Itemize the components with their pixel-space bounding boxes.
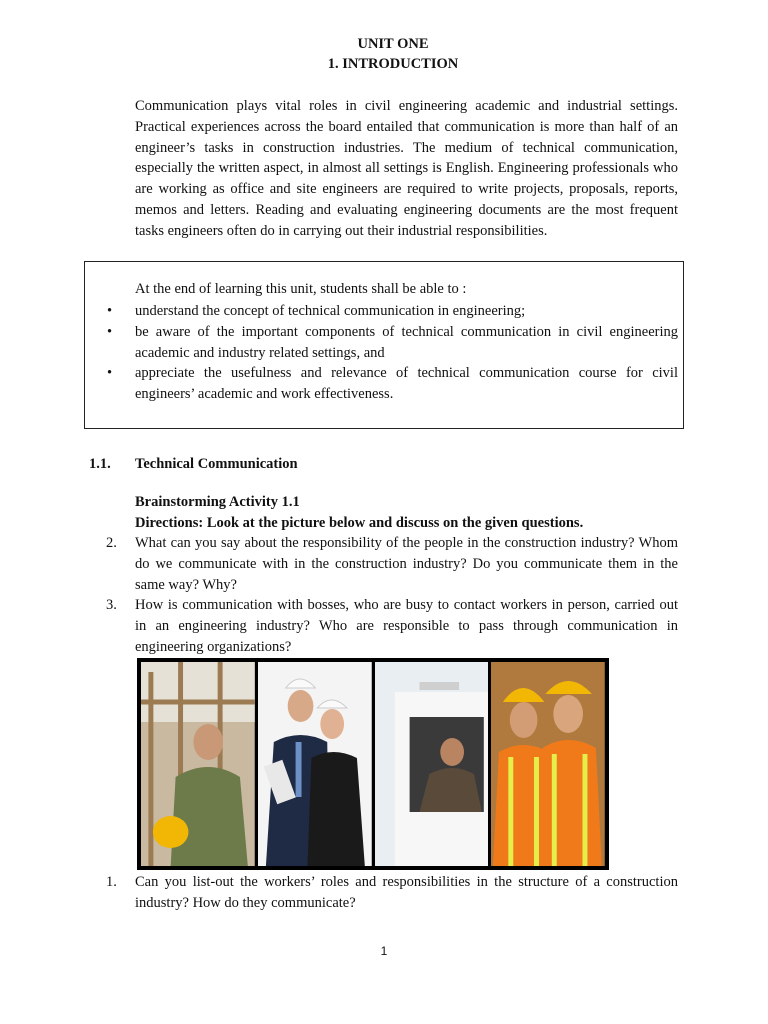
- question-item: 1. Can you list-out the workers’ roles and responsibilities in the structure of a construction industry? How do they communicate?: [106, 874, 678, 911]
- bullet-icon: •: [107, 365, 113, 382]
- page-number: 1: [380, 944, 388, 958]
- section-title: 1. INTRODUCTION: [327, 56, 459, 72]
- question-item: 3. How is communication with bosses, who are busy to contact workers in person, carried out in an engineering industry? Who are responsible to pass through communication in engineering organizations?: [106, 597, 678, 655]
- photo-panel-truck-driver: [375, 662, 489, 866]
- subsection-title: Technical Communication: [135, 456, 298, 472]
- intro-paragraph: Communication plays vital roles in civil engineering academic and industrial settings. Practical experiences across the board entailed that communication is more than half of an engineer’s tasks in construction industries. The medium of technical communication, especially the written aspect, in almost all settings is English. Engineering professionals who are working as office and site engineers are required to write projects, proposals, reports, memos and letters. Reading and evaluating engineering documents are the most frequent tasks engineers often do in carrying out their industrial responsibilities.: [135, 98, 678, 239]
- objectives-list: [107, 301, 678, 405]
- photo-panel-site-worker: [141, 662, 255, 866]
- bullet-icon: •: [107, 303, 113, 319]
- photo-panel-hard-hat-workers: [491, 662, 605, 866]
- objective-item: • understand the concept of technical communication in engineering;: [107, 301, 678, 322]
- activity-directions: Directions: Look at the picture below and discuss on the given questions.: [135, 515, 584, 531]
- bullet-icon: •: [107, 323, 113, 340]
- objectives-intro: At the end of learning this unit, students shall be able to :: [135, 281, 467, 297]
- questions-list: [106, 533, 678, 658]
- subsection-number: 1.1.: [89, 456, 111, 472]
- unit-title: UNIT ONE: [357, 36, 429, 52]
- questions-list-after-photo: [106, 872, 678, 914]
- objective-item: • be aware of the important components of technical communication in civil engineering academic and industry related settings, and: [107, 323, 678, 361]
- question-item: 2. What can you say about the responsibility of the people in the construction industry? Whom do we communicate with in the construction industry? Do you communicate them in the same way? Why?: [106, 535, 678, 593]
- construction-workers-photo: [137, 658, 609, 870]
- activity-title: Brainstorming Activity 1.1: [135, 494, 300, 510]
- objective-item: • appreciate the usefulness and relevance of technical communication course for civil engineers’ academic and work effectiveness.: [107, 365, 678, 403]
- photo-panel-engineers: [258, 662, 372, 866]
